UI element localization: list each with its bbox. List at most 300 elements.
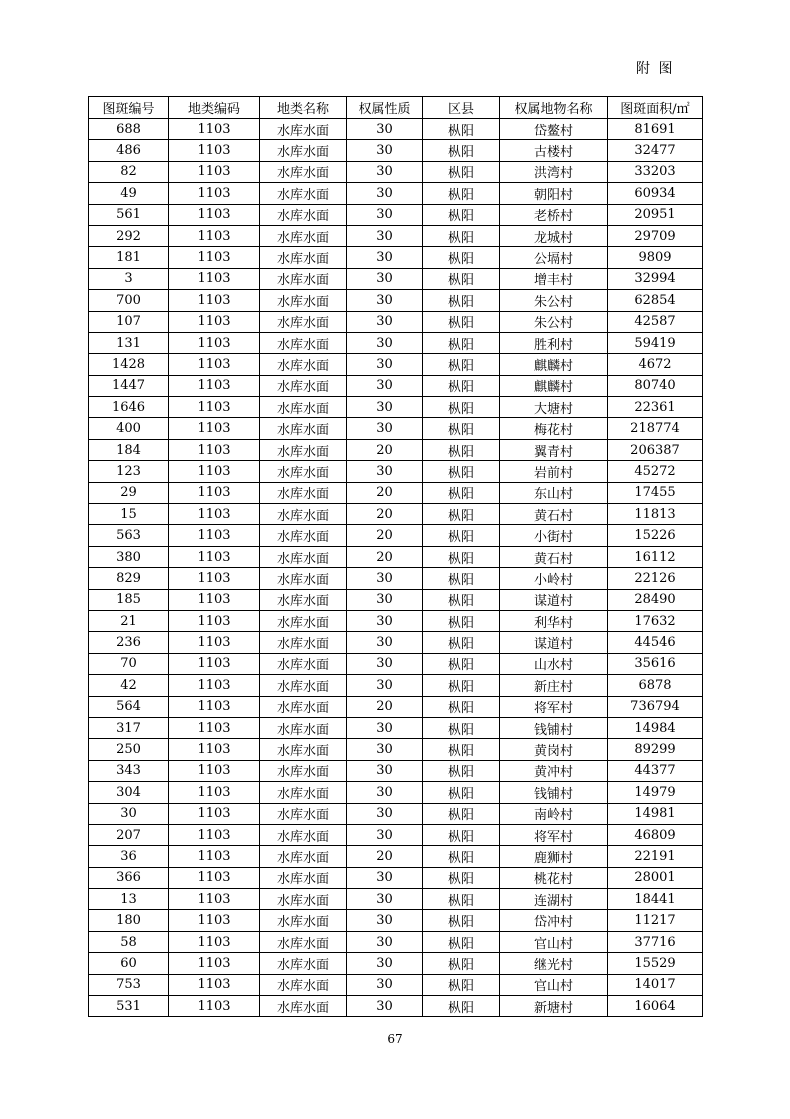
table-row bbox=[89, 397, 703, 418]
ownership-cell: 30 bbox=[347, 247, 423, 268]
ownership-cell: 30 bbox=[347, 589, 423, 610]
owner-name-cell: 胜利村 bbox=[500, 332, 608, 353]
ownership-cell: 30 bbox=[347, 931, 423, 952]
owner-name-cell: 谋道村 bbox=[500, 589, 608, 610]
ownership-cell: 30 bbox=[347, 717, 423, 738]
owner-name-cell: 增丰村 bbox=[500, 268, 608, 289]
parcel-id-cell: 131 bbox=[89, 332, 169, 353]
table-row bbox=[89, 161, 703, 182]
owner-name-cell: 钱铺村 bbox=[500, 717, 608, 738]
table-row bbox=[89, 974, 703, 995]
parcel-id-cell: 317 bbox=[89, 717, 169, 738]
owner-name-cell: 新塘村 bbox=[500, 996, 608, 1017]
county-cell: 枞阳 bbox=[423, 482, 500, 503]
parcel-id-cell: 250 bbox=[89, 739, 169, 760]
area-cell: 14984 bbox=[608, 717, 703, 738]
ownership-cell: 30 bbox=[347, 996, 423, 1017]
owner-name-cell: 公塥村 bbox=[500, 247, 608, 268]
table-row bbox=[89, 183, 703, 204]
ownership-cell: 30 bbox=[347, 889, 423, 910]
area-cell: 218774 bbox=[608, 418, 703, 439]
parcel-id-cell: 292 bbox=[89, 225, 169, 246]
owner-name-cell: 朝阳村 bbox=[500, 183, 608, 204]
ownership-cell: 30 bbox=[347, 375, 423, 396]
land-code-cell: 1103 bbox=[169, 482, 260, 503]
owner-name-cell: 官山村 bbox=[500, 974, 608, 995]
land-name-cell: 水库水面 bbox=[260, 418, 347, 439]
owner-name-cell: 黄石村 bbox=[500, 546, 608, 567]
area-cell: 9809 bbox=[608, 247, 703, 268]
county-cell: 枞阳 bbox=[423, 183, 500, 204]
county-cell: 枞阳 bbox=[423, 632, 500, 653]
county-cell: 枞阳 bbox=[423, 782, 500, 803]
county-cell: 枞阳 bbox=[423, 397, 500, 418]
land-code-cell: 1103 bbox=[169, 247, 260, 268]
ownership-cell: 30 bbox=[347, 953, 423, 974]
land-name-cell: 水库水面 bbox=[260, 760, 347, 781]
land-code-cell: 1103 bbox=[169, 119, 260, 140]
county-cell: 枞阳 bbox=[423, 375, 500, 396]
land-name-cell: 水库水面 bbox=[260, 803, 347, 824]
area-cell: 11813 bbox=[608, 504, 703, 525]
table-row bbox=[89, 290, 703, 311]
parcel-id-cell: 123 bbox=[89, 461, 169, 482]
area-cell: 89299 bbox=[608, 739, 703, 760]
parcel-id-cell: 49 bbox=[89, 183, 169, 204]
parcel-id-cell: 400 bbox=[89, 418, 169, 439]
county-cell: 枞阳 bbox=[423, 803, 500, 824]
county-cell: 枞阳 bbox=[423, 824, 500, 845]
land-name-cell: 水库水面 bbox=[260, 546, 347, 567]
land-name-cell: 水库水面 bbox=[260, 653, 347, 674]
land-code-cell: 1103 bbox=[169, 354, 260, 375]
owner-name-cell: 小街村 bbox=[500, 525, 608, 546]
land-name-cell: 水库水面 bbox=[260, 375, 347, 396]
ownership-cell: 20 bbox=[347, 696, 423, 717]
ownership-cell: 30 bbox=[347, 632, 423, 653]
land-name-cell: 水库水面 bbox=[260, 247, 347, 268]
area-cell: 14017 bbox=[608, 974, 703, 995]
land-code-cell: 1103 bbox=[169, 910, 260, 931]
land-name-cell: 水库水面 bbox=[260, 589, 347, 610]
ownership-cell: 30 bbox=[347, 119, 423, 140]
table-row bbox=[89, 632, 703, 653]
land-code-cell: 1103 bbox=[169, 439, 260, 460]
area-cell: 62854 bbox=[608, 290, 703, 311]
owner-name-cell: 新庄村 bbox=[500, 675, 608, 696]
county-cell: 枞阳 bbox=[423, 610, 500, 631]
parcel-id-cell: 21 bbox=[89, 610, 169, 631]
ownership-cell: 20 bbox=[347, 525, 423, 546]
table-row bbox=[89, 525, 703, 546]
table-row bbox=[89, 268, 703, 289]
ownership-cell: 20 bbox=[347, 546, 423, 567]
land-name-cell: 水库水面 bbox=[260, 311, 347, 332]
ownership-cell: 30 bbox=[347, 910, 423, 931]
owner-name-cell: 黄石村 bbox=[500, 504, 608, 525]
area-cell: 35616 bbox=[608, 653, 703, 674]
county-cell: 枞阳 bbox=[423, 140, 500, 161]
land-code-cell: 1103 bbox=[169, 803, 260, 824]
county-cell: 枞阳 bbox=[423, 290, 500, 311]
county-cell: 枞阳 bbox=[423, 653, 500, 674]
area-cell: 29709 bbox=[608, 225, 703, 246]
area-cell: 46809 bbox=[608, 824, 703, 845]
land-name-cell: 水库水面 bbox=[260, 696, 347, 717]
table-row bbox=[89, 204, 703, 225]
land-code-cell: 1103 bbox=[169, 824, 260, 845]
table-row bbox=[89, 589, 703, 610]
owner-name-cell: 黄岗村 bbox=[500, 739, 608, 760]
ownership-cell: 30 bbox=[347, 610, 423, 631]
ownership-cell: 30 bbox=[347, 867, 423, 888]
parcel-id-cell: 107 bbox=[89, 311, 169, 332]
owner-name-cell: 钱铺村 bbox=[500, 782, 608, 803]
county-cell: 枞阳 bbox=[423, 332, 500, 353]
parcel-id-cell: 688 bbox=[89, 119, 169, 140]
ownership-cell: 30 bbox=[347, 568, 423, 589]
table-row bbox=[89, 782, 703, 803]
land-name-cell: 水库水面 bbox=[260, 867, 347, 888]
county-cell: 枞阳 bbox=[423, 268, 500, 289]
owner-name-cell: 岩前村 bbox=[500, 461, 608, 482]
area-cell: 15529 bbox=[608, 953, 703, 974]
area-cell: 16064 bbox=[608, 996, 703, 1017]
land-code-cell: 1103 bbox=[169, 632, 260, 653]
column-header: 地类名称 bbox=[260, 97, 347, 119]
land-name-cell: 水库水面 bbox=[260, 846, 347, 867]
ownership-cell: 30 bbox=[347, 974, 423, 995]
ownership-cell: 30 bbox=[347, 354, 423, 375]
ownership-cell: 30 bbox=[347, 739, 423, 760]
land-code-cell: 1103 bbox=[169, 418, 260, 439]
table-row bbox=[89, 675, 703, 696]
owner-name-cell: 大塘村 bbox=[500, 397, 608, 418]
ownership-cell: 30 bbox=[347, 225, 423, 246]
area-cell: 206387 bbox=[608, 439, 703, 460]
county-cell: 枞阳 bbox=[423, 953, 500, 974]
ownership-cell: 30 bbox=[347, 290, 423, 311]
land-name-cell: 水库水面 bbox=[260, 974, 347, 995]
table-row bbox=[89, 332, 703, 353]
column-header: 地类编码 bbox=[169, 97, 260, 119]
ownership-cell: 20 bbox=[347, 504, 423, 525]
area-cell: 32994 bbox=[608, 268, 703, 289]
parcel-id-cell: 180 bbox=[89, 910, 169, 931]
county-cell: 枞阳 bbox=[423, 867, 500, 888]
county-cell: 枞阳 bbox=[423, 247, 500, 268]
land-name-cell: 水库水面 bbox=[260, 717, 347, 738]
column-header: 图斑面积/㎡ bbox=[608, 97, 703, 119]
area-cell: 17455 bbox=[608, 482, 703, 503]
area-cell: 28001 bbox=[608, 867, 703, 888]
area-cell: 17632 bbox=[608, 610, 703, 631]
owner-name-cell: 南岭村 bbox=[500, 803, 608, 824]
owner-name-cell: 东山村 bbox=[500, 482, 608, 503]
county-cell: 枞阳 bbox=[423, 546, 500, 567]
land-code-cell: 1103 bbox=[169, 996, 260, 1017]
county-cell: 枞阳 bbox=[423, 311, 500, 332]
area-cell: 42587 bbox=[608, 311, 703, 332]
land-name-cell: 水库水面 bbox=[260, 354, 347, 375]
land-name-cell: 水库水面 bbox=[260, 996, 347, 1017]
parcel-table bbox=[88, 96, 703, 1017]
land-code-cell: 1103 bbox=[169, 953, 260, 974]
ownership-cell: 20 bbox=[347, 482, 423, 503]
ownership-cell: 30 bbox=[347, 803, 423, 824]
land-code-cell: 1103 bbox=[169, 183, 260, 204]
parcel-id-cell: 70 bbox=[89, 653, 169, 674]
owner-name-cell: 连湖村 bbox=[500, 889, 608, 910]
parcel-id-cell: 58 bbox=[89, 931, 169, 952]
table-row bbox=[89, 482, 703, 503]
owner-name-cell: 将军村 bbox=[500, 824, 608, 845]
county-cell: 枞阳 bbox=[423, 846, 500, 867]
county-cell: 枞阳 bbox=[423, 589, 500, 610]
land-name-cell: 水库水面 bbox=[260, 119, 347, 140]
land-code-cell: 1103 bbox=[169, 974, 260, 995]
county-cell: 枞阳 bbox=[423, 461, 500, 482]
land-name-cell: 水库水面 bbox=[260, 332, 347, 353]
parcel-id-cell: 753 bbox=[89, 974, 169, 995]
county-cell: 枞阳 bbox=[423, 568, 500, 589]
county-cell: 枞阳 bbox=[423, 910, 500, 931]
area-cell: 59419 bbox=[608, 332, 703, 353]
land-name-cell: 水库水面 bbox=[260, 610, 347, 631]
land-name-cell: 水库水面 bbox=[260, 140, 347, 161]
owner-name-cell: 黄冲村 bbox=[500, 760, 608, 781]
ownership-cell: 30 bbox=[347, 332, 423, 353]
land-code-cell: 1103 bbox=[169, 290, 260, 311]
parcel-id-cell: 561 bbox=[89, 204, 169, 225]
table-row bbox=[89, 225, 703, 246]
owner-name-cell: 将军村 bbox=[500, 696, 608, 717]
parcel-id-cell: 366 bbox=[89, 867, 169, 888]
parcel-id-cell: 42 bbox=[89, 675, 169, 696]
parcel-id-cell: 564 bbox=[89, 696, 169, 717]
area-cell: 45272 bbox=[608, 461, 703, 482]
area-cell: 22126 bbox=[608, 568, 703, 589]
land-name-cell: 水库水面 bbox=[260, 161, 347, 182]
parcel-id-cell: 380 bbox=[89, 546, 169, 567]
page-number: 67 bbox=[387, 1032, 403, 1046]
table-row bbox=[89, 953, 703, 974]
land-name-cell: 水库水面 bbox=[260, 290, 347, 311]
area-cell: 20951 bbox=[608, 204, 703, 225]
land-code-cell: 1103 bbox=[169, 397, 260, 418]
land-code-cell: 1103 bbox=[169, 846, 260, 867]
county-cell: 枞阳 bbox=[423, 204, 500, 225]
county-cell: 枞阳 bbox=[423, 225, 500, 246]
land-code-cell: 1103 bbox=[169, 268, 260, 289]
owner-name-cell: 龙城村 bbox=[500, 225, 608, 246]
parcel-id-cell: 207 bbox=[89, 824, 169, 845]
county-cell: 枞阳 bbox=[423, 931, 500, 952]
ownership-cell: 30 bbox=[347, 653, 423, 674]
ownership-cell: 30 bbox=[347, 675, 423, 696]
parcel-id-cell: 563 bbox=[89, 525, 169, 546]
owner-name-cell: 古楼村 bbox=[500, 140, 608, 161]
ownership-cell: 30 bbox=[347, 824, 423, 845]
ownership-cell: 30 bbox=[347, 461, 423, 482]
land-name-cell: 水库水面 bbox=[260, 397, 347, 418]
parcel-id-cell: 184 bbox=[89, 439, 169, 460]
owner-name-cell: 麒麟村 bbox=[500, 375, 608, 396]
land-name-cell: 水库水面 bbox=[260, 525, 347, 546]
parcel-id-cell: 3 bbox=[89, 268, 169, 289]
owner-name-cell: 岱鳌村 bbox=[500, 119, 608, 140]
table-row bbox=[89, 418, 703, 439]
county-cell: 枞阳 bbox=[423, 739, 500, 760]
land-code-cell: 1103 bbox=[169, 760, 260, 781]
parcel-id-cell: 1646 bbox=[89, 397, 169, 418]
land-code-cell: 1103 bbox=[169, 675, 260, 696]
land-code-cell: 1103 bbox=[169, 653, 260, 674]
owner-name-cell: 谋道村 bbox=[500, 632, 608, 653]
area-cell: 22361 bbox=[608, 397, 703, 418]
ownership-cell: 30 bbox=[347, 161, 423, 182]
land-name-cell: 水库水面 bbox=[260, 504, 347, 525]
county-cell: 枞阳 bbox=[423, 119, 500, 140]
owner-name-cell: 朱公村 bbox=[500, 290, 608, 311]
table-row bbox=[89, 867, 703, 888]
land-code-cell: 1103 bbox=[169, 931, 260, 952]
land-name-cell: 水库水面 bbox=[260, 739, 347, 760]
area-cell: 736794 bbox=[608, 696, 703, 717]
land-code-cell: 1103 bbox=[169, 610, 260, 631]
table-row bbox=[89, 824, 703, 845]
column-header: 权属地物名称 bbox=[500, 97, 608, 119]
county-cell: 枞阳 bbox=[423, 439, 500, 460]
area-cell: 14981 bbox=[608, 803, 703, 824]
parcel-id-cell: 30 bbox=[89, 803, 169, 824]
table-row bbox=[89, 846, 703, 867]
land-name-cell: 水库水面 bbox=[260, 824, 347, 845]
area-cell: 22191 bbox=[608, 846, 703, 867]
table-row bbox=[89, 996, 703, 1017]
column-header: 权属性质 bbox=[347, 97, 423, 119]
parcel-id-cell: 304 bbox=[89, 782, 169, 803]
parcel-id-cell: 700 bbox=[89, 290, 169, 311]
owner-name-cell: 山水村 bbox=[500, 653, 608, 674]
parcel-id-cell: 181 bbox=[89, 247, 169, 268]
ownership-cell: 30 bbox=[347, 268, 423, 289]
area-cell: 11217 bbox=[608, 910, 703, 931]
area-cell: 37716 bbox=[608, 931, 703, 952]
county-cell: 枞阳 bbox=[423, 504, 500, 525]
owner-name-cell: 鹿狮村 bbox=[500, 846, 608, 867]
land-code-cell: 1103 bbox=[169, 525, 260, 546]
land-name-cell: 水库水面 bbox=[260, 675, 347, 696]
owner-name-cell: 小岭村 bbox=[500, 568, 608, 589]
parcel-id-cell: 15 bbox=[89, 504, 169, 525]
ownership-cell: 30 bbox=[347, 760, 423, 781]
owner-name-cell: 岱冲村 bbox=[500, 910, 608, 931]
county-cell: 枞阳 bbox=[423, 717, 500, 738]
land-name-cell: 水库水面 bbox=[260, 461, 347, 482]
table-row bbox=[89, 568, 703, 589]
area-cell: 6878 bbox=[608, 675, 703, 696]
land-code-cell: 1103 bbox=[169, 717, 260, 738]
table-row bbox=[89, 119, 703, 140]
land-code-cell: 1103 bbox=[169, 546, 260, 567]
county-cell: 枞阳 bbox=[423, 996, 500, 1017]
land-name-cell: 水库水面 bbox=[260, 439, 347, 460]
owner-name-cell: 官山村 bbox=[500, 931, 608, 952]
county-cell: 枞阳 bbox=[423, 161, 500, 182]
land-name-cell: 水库水面 bbox=[260, 183, 347, 204]
land-code-cell: 1103 bbox=[169, 140, 260, 161]
land-code-cell: 1103 bbox=[169, 889, 260, 910]
parcel-id-cell: 29 bbox=[89, 482, 169, 503]
table-row bbox=[89, 311, 703, 332]
land-code-cell: 1103 bbox=[169, 225, 260, 246]
land-code-cell: 1103 bbox=[169, 504, 260, 525]
owner-name-cell: 利华村 bbox=[500, 610, 608, 631]
owner-name-cell: 麒麟村 bbox=[500, 354, 608, 375]
area-cell: 44377 bbox=[608, 760, 703, 781]
table-header-row bbox=[89, 97, 703, 119]
land-name-cell: 水库水面 bbox=[260, 931, 347, 952]
ownership-cell: 30 bbox=[347, 782, 423, 803]
parcel-id-cell: 531 bbox=[89, 996, 169, 1017]
area-cell: 80740 bbox=[608, 375, 703, 396]
land-code-cell: 1103 bbox=[169, 311, 260, 332]
table-row bbox=[89, 140, 703, 161]
area-cell: 81691 bbox=[608, 119, 703, 140]
table-row bbox=[89, 760, 703, 781]
land-code-cell: 1103 bbox=[169, 782, 260, 803]
ownership-cell: 30 bbox=[347, 204, 423, 225]
table-row bbox=[89, 461, 703, 482]
county-cell: 枞阳 bbox=[423, 889, 500, 910]
table-row bbox=[89, 610, 703, 631]
parcel-id-cell: 1447 bbox=[89, 375, 169, 396]
land-code-cell: 1103 bbox=[169, 461, 260, 482]
parcel-id-cell: 343 bbox=[89, 760, 169, 781]
county-cell: 枞阳 bbox=[423, 525, 500, 546]
county-cell: 枞阳 bbox=[423, 675, 500, 696]
area-cell: 15226 bbox=[608, 525, 703, 546]
land-name-cell: 水库水面 bbox=[260, 568, 347, 589]
ownership-cell: 30 bbox=[347, 140, 423, 161]
table-row bbox=[89, 439, 703, 460]
appendix-label: 附 图 bbox=[636, 61, 675, 77]
land-name-cell: 水库水面 bbox=[260, 953, 347, 974]
ownership-cell: 20 bbox=[347, 846, 423, 867]
table-body bbox=[89, 119, 703, 1017]
area-cell: 28490 bbox=[608, 589, 703, 610]
table-row bbox=[89, 653, 703, 674]
owner-name-cell: 梅花村 bbox=[500, 418, 608, 439]
land-name-cell: 水库水面 bbox=[260, 268, 347, 289]
county-cell: 枞阳 bbox=[423, 974, 500, 995]
area-cell: 14979 bbox=[608, 782, 703, 803]
area-cell: 60934 bbox=[608, 183, 703, 204]
land-name-cell: 水库水面 bbox=[260, 482, 347, 503]
owner-name-cell: 继光村 bbox=[500, 953, 608, 974]
table-row bbox=[89, 375, 703, 396]
parcel-id-cell: 36 bbox=[89, 846, 169, 867]
land-code-cell: 1103 bbox=[169, 739, 260, 760]
land-code-cell: 1103 bbox=[169, 161, 260, 182]
land-name-cell: 水库水面 bbox=[260, 204, 347, 225]
column-header: 区县 bbox=[423, 97, 500, 119]
owner-name-cell: 朱公村 bbox=[500, 311, 608, 332]
parcel-id-cell: 829 bbox=[89, 568, 169, 589]
table-row bbox=[89, 931, 703, 952]
land-code-cell: 1103 bbox=[169, 332, 260, 353]
